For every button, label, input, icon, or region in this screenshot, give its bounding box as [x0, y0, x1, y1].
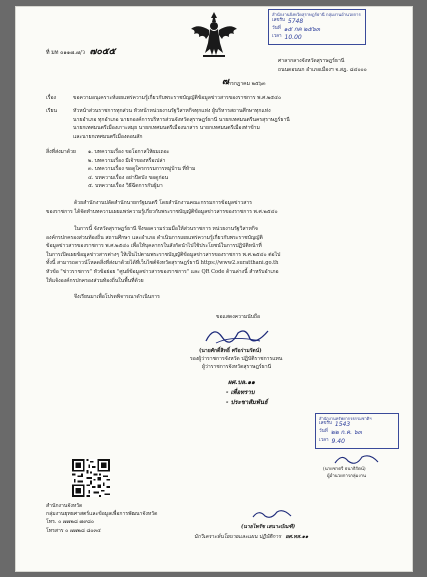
enclosure-item: ๑. บทความเรื่อง ขอโอกาสให้ผมเถอะ: [88, 149, 170, 155]
office-address-line2: ถนนดอนนก อำเภอเมืองฯ จ.สฎ. ๘๔๐๐๐: [278, 67, 367, 73]
document-number: [46, 47, 116, 58]
approval-number-label: เลขรับ: [319, 421, 332, 427]
footer-signer-name: (นายไพรัช เสนาะบัณฑิ): [241, 524, 296, 530]
receipt-stamp-title: สำนักงานจังหวัดสุราษฎร์ธานี กลุ่มงานอำนวยการ: [272, 12, 361, 17]
receipt-date: ๑๕ กค ๒๕๖๓: [283, 25, 320, 33]
body-paragraph-1: [46, 199, 278, 216]
recipient-line: หัวหน้าส่วนราชการทุกส่วน หัวหน้าหน่วยงานรัฐวิสาหกิจทุกแห่ง ผู้บริหารสถานศึกษาทุกแห่ง: [73, 108, 271, 114]
body-line: หัวข้อ "ข่าวราชการ" หัวข้อย่อย "ศูนย์ข้อมูลข่าวสารของราชการ" และ QR Code ด้านล่างนี้ สำหรับอำเภอ: [46, 268, 279, 275]
approval-date-label: วันที่: [319, 429, 328, 435]
subject-line: [46, 95, 281, 101]
receipt-time-label: เวลา: [272, 33, 282, 39]
body-line: ในการนี้ จังหวัดสุราษฎร์ธานี จึงขอความร่วมมือให้ส่วนราชการ หน่วยงานรัฐวิสาหกิจ: [74, 226, 258, 232]
signature-scribble: [202, 323, 272, 347]
footer-signature-scribble: [251, 507, 297, 521]
approval-signer-role: ผู้อำนวยการกลุ่มงาน: [327, 474, 367, 479]
body-line: ข้อมูลข่าวสารของราชการ พ.ศ.๒๕๔๐ เพื่อให้บุคลากรในสังกัดนำไปใช้ประโยชน์ในการปฏิบัติหน้าที่: [46, 243, 262, 250]
document-number-handwritten: ๗๐๕๕: [89, 47, 116, 57]
enclosure-item: ๕. บทความเรื่อง วิธีฉีดการกับผู้มา: [88, 183, 163, 190]
body-line: ในการเปิดเผยข้อมูลข่าวสารต่างๆ ให้เป็นไปตามพระราชบัญญัติข้อมูลข่าวสารของราชการ พ.ศ.๒๕๔๐ ต่อไป: [46, 251, 281, 258]
body-paragraph-2: [46, 225, 280, 285]
routing-note-2: - เพื่อทราบ: [226, 389, 255, 396]
body-line: ทั้งนี้ สามารถดาวน์โหลดสิ่งที่ส่งมาด้วยได้ที่เว็บไซต์จังหวัดสุราษฎร์ธานี https://www2.suratthani.go.th: [46, 260, 279, 267]
routing-note-1: ผศ.บล.๑๑: [228, 379, 255, 386]
qr-code-icon: [72, 459, 110, 497]
document-number-text: ที่ มท ๐๑๑๗.๗/ว: [46, 50, 85, 56]
date-day-handwritten: ๗: [222, 77, 229, 87]
approval-number: 1543: [334, 421, 351, 429]
body-line: องค์กรปกครองส่วนท้องถิ่น สถานศึกษา และอำเภอ ดำเนินการเผยแพร่ความรู้เกี่ยวกับพระราชบัญญัติ: [46, 234, 263, 241]
office-address-line1: ศาลากลางจังหวัดสุราษฎร์ธานี: [278, 58, 345, 64]
closing-line: จึงเรียนมาเพื่อโปรดพิจารณาดำเนินการ: [74, 294, 160, 300]
receipt-time: 10.00: [284, 33, 302, 41]
enclosure-item: ๔. บทความเรื่อง อย่าปิดบัง ขอดูก่อน: [88, 174, 169, 181]
approval-time-label: เวลา: [319, 437, 329, 443]
signature-courtesy: ขอแสดงความนับถือ: [216, 314, 261, 320]
footer-signer-role: [194, 534, 308, 540]
contact-fax: โทรสาร ๐ ๗๗๒๘ ๘๐๓๔: [46, 527, 101, 534]
receipt-number: 5748: [287, 17, 304, 25]
enclosure-item: ๒. บทความเรื่อง มีเจ้าของหรือเปล่า: [88, 157, 166, 164]
routing-note-3: - ประชาสัมพันธ์: [226, 399, 268, 406]
receipt-stamp: [268, 9, 366, 45]
body-line: ด้วยสำนักงานปลัดสำนักนายกรัฐมนตรี โดยสำนักงานคณะกรรมการข้อมูลข่าวสาร: [74, 200, 252, 206]
receipt-date-label: วันที่: [272, 25, 281, 31]
approval-stamp-title: สำนักงานทรัพยากรธรรมชาติฯ: [319, 416, 372, 421]
approval-signer-name: (นายชาตรี ธนาธิรัตน์): [323, 467, 366, 472]
signer-position-2: ผู้ว่าราชการจังหวัดสุราษฎร์ธานี: [202, 364, 272, 370]
recipient-line: และนายกเทศมนตรีเมืองดอนสัก: [73, 133, 143, 140]
recipient-line: นายอำเภอ ทุกอำเภอ นายกองค์การบริหารส่วนจังหวัดสุราษฎร์ธานี นายกเทศมนตรีนครสุราษฎร์ธานี: [73, 116, 290, 123]
document-page: [15, 6, 413, 572]
body-line: ของราชการ ได้จัดทำบทความเผยแพร่ความรู้เกี่ยวกับพระราชบัญญัติข้อมูลข่าวสารของราชการ พ.ศ.๒๕๔๐: [46, 208, 278, 215]
contact-block: [46, 502, 157, 535]
signer-position-1: รองผู้ว่าราชการจังหวัด ปฏิบัติราชการแทน: [190, 356, 283, 362]
enclosure-item: ๓. บทความเรื่อง ขอดูใครกรรมการหมู่บ้าน ที่ห้าม: [88, 166, 196, 173]
contact-office: สำนักงานจังหวัด: [46, 503, 83, 509]
signer-name: (นายศักดิ์สิทธิ์ ศรีอร่ามรัตน์): [199, 348, 262, 354]
approval-signature-scribble: [332, 451, 382, 467]
subject-label: เรื่อง: [46, 95, 57, 101]
garuda-emblem-icon: [188, 9, 240, 61]
contact-group: กลุ่มงานยุทธศาสตร์และข้อมูลเพื่อการพัฒนาจังหวัด: [46, 511, 158, 518]
recipient-label: เรียน: [46, 108, 57, 114]
enclosures-list: [88, 148, 195, 191]
subject-text: ขอความอนุเคราะห์เผยแพร่ความรู้เกี่ยวกับพระราชบัญญัติข้อมูลข่าวสารของราชการ พ.ศ.๒๕๔๐: [73, 95, 282, 101]
enclosures-label: สิ่งที่ส่งมาด้วย: [46, 149, 76, 155]
recipient-block: [73, 107, 290, 141]
approval-time: 9.40: [331, 437, 345, 445]
approval-date: ๒๒ ก.ค. ๖๓: [330, 429, 362, 437]
contact-phone: โทร. ๐ ๗๗๒๘ ๗๙๘๐: [46, 519, 94, 526]
approval-stamp: [315, 413, 399, 449]
document-date: กรกฎาคม ๒๕๖๓: [228, 81, 266, 87]
footer-signer-suffix: ผศ.ทส.๑๑: [285, 534, 309, 540]
footer-signer-role-text: นักวิเคราะห์นโยบายและแผน ปฏิบัติการ: [194, 534, 281, 540]
receipt-number-label: เลขรับ: [272, 17, 285, 23]
body-line: ให้แจ้งองค์กรปกครองส่วนท้องถิ่นในพื้นที่ด้วย: [46, 277, 144, 284]
recipient-line: นายกเทศมนตรีเมืองเกาะสมุย นายกเทศมนตรีเมืองนาสาร นายกเทศมนตรีเมืองท่าข้าม: [73, 125, 260, 132]
